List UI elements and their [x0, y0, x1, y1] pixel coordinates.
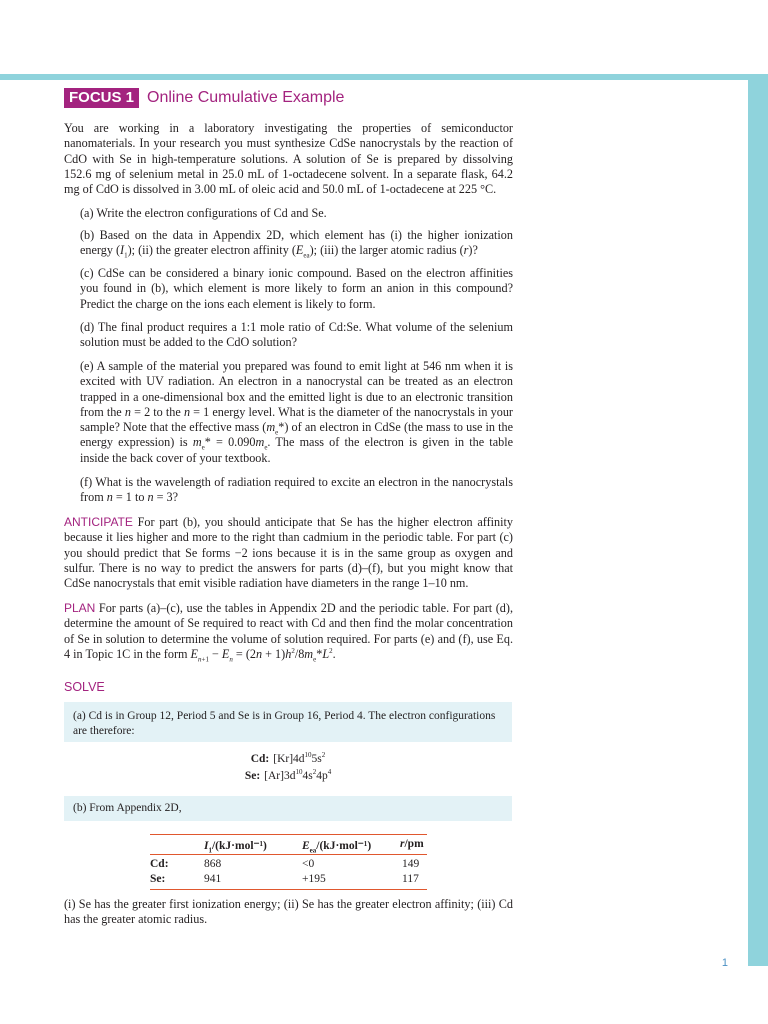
row-cd-ie: 868	[204, 858, 222, 870]
header-radius: r/pm	[400, 838, 424, 850]
plan-eq-2: = (2	[232, 646, 256, 661]
header-r-unit: /pm	[404, 838, 424, 850]
part-b-text-3: ); (iii) the larger atomic radius (	[309, 243, 464, 258]
se-label: Se:	[244, 770, 261, 782]
anticipate-paragraph	[64, 515, 513, 591]
part-e-text-4: *) of an electron in CdSe (the mass to use in the energy expression) is	[80, 420, 513, 450]
solve-b-conclusion: (i) Se has the greater first ionization energy; (ii) Se has the greater electron affinity; (iii) Cd has the greater atomic radius.	[64, 897, 513, 927]
focus-header	[64, 88, 344, 108]
row-cd-element: Cd:	[150, 858, 169, 870]
header-ie-unit: /(kJ·mol⁻¹)	[211, 840, 267, 852]
se-configuration: Se: $[Ar]3d^{10}4s^24p^4$	[244, 768, 332, 782]
anticipate-label: ANTICIPATE	[64, 515, 133, 529]
part-e-text-3: = 1 energy level. What is the diameter of the nanocrystals in your sample? Note that the effective mass (	[80, 404, 513, 435]
plan-eq-5: .	[332, 646, 336, 661]
plan-eq-1: −	[208, 646, 222, 661]
plan-eq-3: + 1)	[262, 646, 286, 661]
cd-label: Cd:	[250, 753, 270, 765]
plan-text: For parts (a)–(c), use the tables in Appendix 2D and the periodic table. For part (d), determine the amount of Se required to react with Cd and then find the molar concentration of Se in solution to determine the volume of solution required. For parts (e) and (f), use Eq. 4 in Topic 1C in the form	[64, 601, 513, 661]
side-band	[748, 80, 768, 966]
solve-b-text: (b) From Appendix 2D,	[73, 802, 182, 814]
part-b-text-4: )?	[468, 243, 478, 258]
anticipate-text: For part (b), you should anticipate that Se has the higher electron affinity because it lies higher and more to the right than cadmium in the periodic table. For part (c) you should predict that Se forms −2 ions because it is in the same group as oxygen and sulfur. There is no way to predict the answers for parts (d)–(f), but you might know that CdSe nanocrystals that emit visible radiation have diameters in the range 1–10 nm.	[64, 515, 513, 591]
part-f-text-1: (f) What is the wavelength of radiation required to excite an electron in the nanocrystals from	[80, 475, 513, 505]
intro-paragraph: You are working in a laboratory investigating the properties of semiconductor nanomaterials. In your research you must synthesize CdSe nanocrystals by the reaction of CdO with Se in high-temperature solutions. A solution of Se is prepared by dissolving 152.6 mg of selenium metal in 25.0 mL of 1-octadecene solvent. In a separate flask, 64.2 mg of CdO is dissolved in 3.00 mL of oleic acid and 50.0 mL of 1-octadecene at 225 °C.	[64, 121, 513, 197]
solve-a-box	[64, 702, 512, 742]
header-electron-affinity: $E_{ea}/(kJ\cdot mol^{-1})$	[302, 840, 372, 855]
part-c: (c) CdSe can be considered a binary ionic compound. Based on the electron affinities you found in (b), which element is more likely to form an anion in this compound? Predict the charge on the ions each element is likely to form.	[80, 266, 513, 311]
header-ionization-energy: $I_1/(kJ\cdot mol^{-1})$	[204, 840, 267, 855]
table-rule-mid	[150, 854, 427, 855]
row-se-r: 117	[402, 873, 419, 885]
solve-a-text: (a) Cd is in Group 12, Period 5 and Se is in Group 16, Period 4. The electron configurations are therefore:	[73, 710, 496, 737]
se-config: [Ar]3d	[264, 770, 296, 782]
top-band	[0, 74, 768, 80]
table-rule-top	[150, 834, 427, 835]
table-rule-bottom	[150, 889, 427, 890]
plan-paragraph: PLAN For parts (a)–(c), use the tables in Appendix 2D and the periodic table. For part (d), determine the amount of Se required to react with Cd and then find the molar concentration of Se in solution to determine the volume of solution required. For parts (e) and (f), use Eq. 4 in Topic 1C in the form $E_{n+1} - E_n = (2n + 1)h^2/8m_e*L^2$.	[64, 601, 513, 664]
part-b-text-2: ); (ii) the greater electron affinity (	[127, 243, 296, 258]
row-se-element: Se:	[150, 873, 166, 885]
part-e: (e) A sample of the material you prepared was found to emit light at 546 nm when it is excited with UV radiation. An electron in a nanocrystal can be treated as an electron trapped in a one-dimensional box and the emitted light is due to an electronic transition from the n = 2 to the n = 1 energy level. What is the diameter of the nanocrystals in your sample? Note that the effective mass $(m_e*)$ of an electron in CdSe (the mass to use in the energy expression) is $m_e* = 0.090m_e$. The mass of the electron is given in the table inside the back cover of your textbook.	[80, 359, 513, 465]
part-f-text-3: = 3?	[153, 490, 179, 505]
plan-eq-4: /8	[294, 646, 305, 661]
part-e-text-1: (e) A sample of the material you prepared was found to emit light at 546 nm when it is excited with UV radiation. An electron in a nanocrystal can be treated as an electron trapped in a one-dimensional box and the emitted light is due to an electronic transition from the	[80, 359, 513, 419]
plan-label: PLAN	[64, 601, 96, 615]
part-b-text-1: (b) Based on the data in Appendix 2D, which element has (i) the higher ionization energy (	[80, 228, 513, 258]
part-b: (b) Based on the data in Appendix 2D, which element has (i) the higher ionization energy $(I_1)$; (ii) the greater electron affinity $(E_{ea})$; (iii) the larger atomic radius (r)?	[80, 228, 513, 260]
solve-b-box	[64, 796, 512, 821]
focus-title: Online Cumulative Example	[147, 89, 345, 106]
part-e-text-6: . The mass of the electron is given in the table inside the back cover of your textbook.	[80, 435, 513, 465]
focus-badge: FOCUS 1	[64, 88, 139, 108]
header-ea-unit: /(kJ·mol⁻¹)	[316, 840, 372, 852]
row-se-ea: +195	[302, 873, 326, 885]
part-f: (f) What is the wavelength of radiation required to excite an electron in the nanocrystals from n = 1 to n = 3?	[80, 475, 513, 505]
row-cd-ea: <0	[302, 858, 315, 870]
part-a: (a) Write the electron configurations of Cd and Se.	[80, 206, 327, 220]
part-f-text-2: = 1 to	[112, 490, 148, 505]
part-d: (d) The final product requires a 1:1 mole ratio of Cd:Se. What volume of the selenium solution must be added to the CdO solution?	[80, 320, 513, 350]
part-e-text-2: = 2 to the	[130, 404, 184, 419]
part-e-text-5: * = 0.090	[204, 435, 256, 450]
cd-configuration: Cd: $[Kr]4d^{10}5s^2$	[250, 751, 326, 765]
page-number: 1	[721, 957, 728, 969]
cd-config: [Kr]4d	[273, 753, 305, 765]
solve-heading: SOLVE	[64, 680, 105, 694]
row-se-ie: 941	[204, 873, 222, 885]
row-cd-r: 149	[402, 858, 420, 870]
